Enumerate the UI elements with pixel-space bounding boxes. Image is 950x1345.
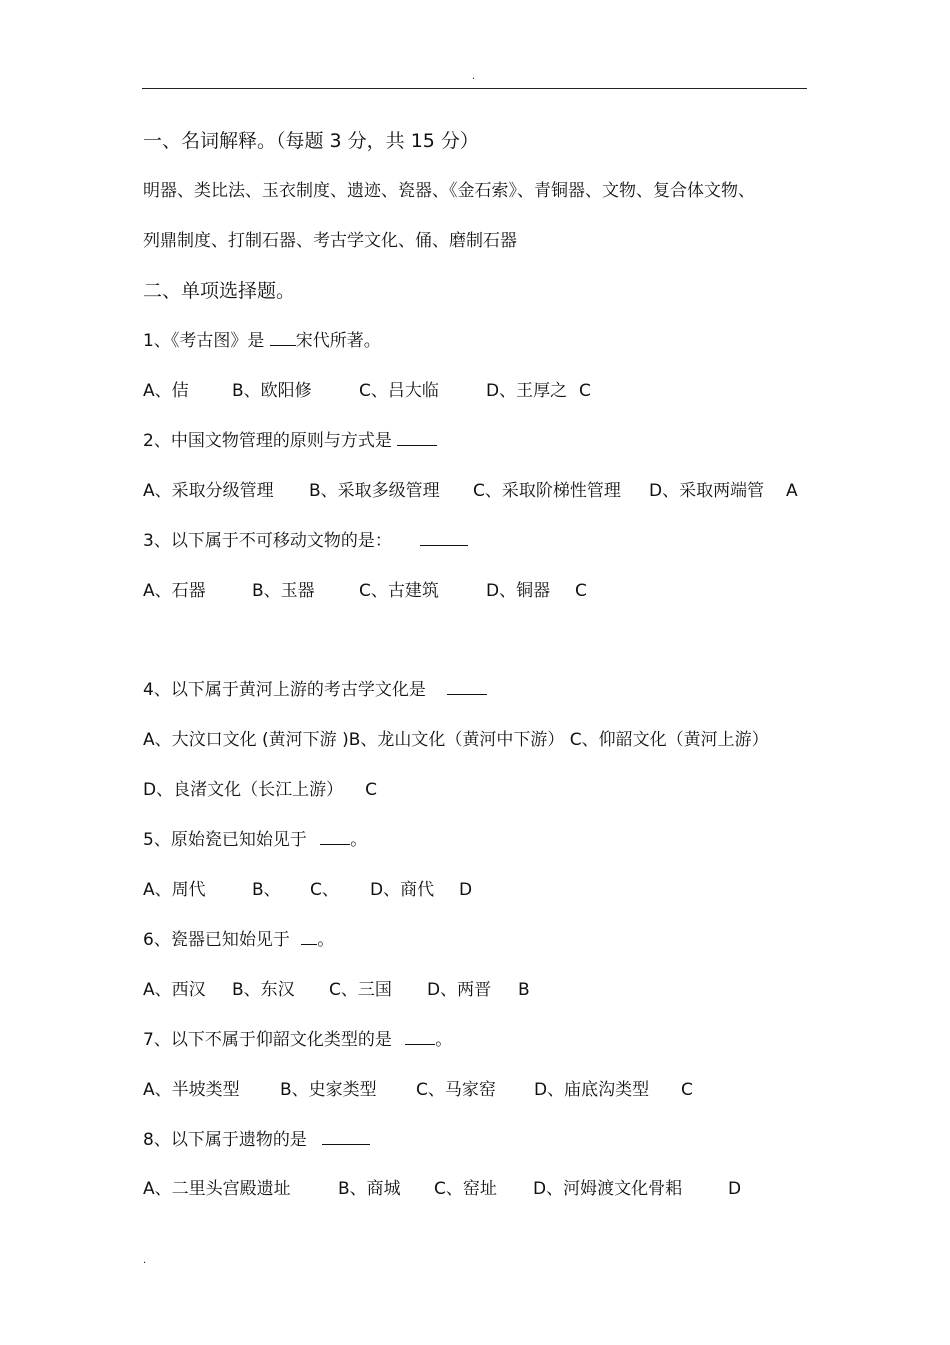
question-stem-suffix: 。	[317, 930, 335, 950]
option-a: A、西汉	[143, 980, 206, 1000]
answer-blank	[270, 329, 296, 346]
question-stem-text: 3、以下属于不可移动文物的是：	[143, 531, 392, 551]
answer-key: C	[575, 581, 587, 601]
option-d: D、商代	[370, 880, 435, 900]
answer-blank	[301, 928, 317, 945]
option-b: B、玉器	[252, 581, 315, 601]
option-c: C、	[310, 880, 339, 900]
option-c: C、窑址	[434, 1179, 497, 1199]
question-stem-text: 7、以下不属于仰韶文化类型的是	[143, 1030, 398, 1050]
option-b: B、采取多级管理	[309, 481, 440, 501]
answer-blank	[405, 1028, 435, 1045]
terms-line-2: 列鼎制度、打制石器、考古学文化、俑、磨制石器	[143, 231, 517, 251]
option-c: C、吕大临	[359, 381, 439, 401]
option-b: B、欧阳修	[232, 381, 312, 401]
option-b: B、商城	[338, 1179, 401, 1199]
answer-key: C	[579, 381, 591, 401]
footer-dot: .	[143, 1255, 147, 1266]
option-a: A、石器	[143, 581, 206, 601]
option-a: A、半坡类型	[143, 1080, 240, 1100]
option-d: D、两晋	[427, 980, 492, 1000]
option-b: B、	[252, 880, 281, 900]
answer-blank	[420, 529, 468, 546]
section2-heading: 二、单项选择题。	[143, 280, 296, 302]
option-c: C、古建筑	[359, 581, 439, 601]
question-7-stem	[143, 1028, 452, 1052]
option-a: A、周代	[143, 880, 206, 900]
answer-key: B	[518, 980, 530, 1000]
option-d: D、王厚之	[486, 381, 568, 401]
question-1-stem	[143, 329, 381, 353]
question-stem-suffix: 宋代所著。	[295, 331, 381, 351]
question-6-stem	[143, 928, 334, 952]
answer-blank	[322, 1128, 370, 1145]
option-a: A、二里头宫殿遗址	[143, 1179, 291, 1199]
answer-key: C	[365, 780, 377, 800]
question-4-options-line-2	[143, 778, 377, 802]
question-stem-text: 2、中国文物管理的原则与方式是	[143, 431, 398, 451]
question-8-stem	[143, 1128, 370, 1152]
question-stem-text: 6、瓷器已知始见于	[143, 930, 296, 950]
question-stem-suffix: 。	[350, 830, 368, 850]
question-4-options-line-1: A、大汶口文化 (黄河下游 )B、龙山文化（黄河中下游） C、仰韶文化（黄河上游）	[143, 730, 769, 750]
option-b: B、史家类型	[280, 1080, 377, 1100]
option-c: C、马家窑	[416, 1080, 496, 1100]
header-dot: .	[472, 71, 476, 82]
question-4-stem	[143, 678, 487, 702]
question-stem-text: 1、《考古图》是	[143, 331, 270, 351]
option-d: D、河姆渡文化骨耜	[533, 1179, 683, 1199]
section1-heading: 一、名词解释。（每题 3 分，共 15 分）	[143, 130, 479, 152]
answer-key: D	[459, 880, 473, 900]
option-c: C、采取阶梯性管理	[473, 481, 621, 501]
option-d: D、采取两端管	[649, 481, 765, 501]
answer-key: D	[728, 1179, 742, 1199]
question-3-stem	[143, 529, 468, 553]
question-2-stem	[143, 429, 437, 453]
option-b: B、东汉	[232, 980, 295, 1000]
question-stem-text: 5、原始瓷已知始见于	[143, 830, 313, 850]
option-a: A、采取分级管理	[143, 481, 274, 501]
question-stem-suffix: 。	[435, 1030, 453, 1050]
option-c: C、三国	[329, 980, 392, 1000]
answer-blank	[320, 828, 350, 845]
answer-key: C	[681, 1080, 693, 1100]
question-stem-text: 4、以下属于黄河上游的考古学文化是	[143, 680, 432, 700]
option-d: D、良渚文化（长江上游）	[143, 780, 344, 800]
terms-line-1: 明器、类比法、玉衣制度、遗迹、瓷器、《金石索》、青铜器、文物、复合体文物、	[143, 181, 755, 201]
option-d: D、铜器	[486, 581, 551, 601]
answer-blank	[447, 678, 487, 695]
question-5-stem	[143, 828, 367, 852]
option-a: A、佶	[143, 381, 189, 401]
answer-blank	[397, 429, 437, 446]
option-d: D、庙底沟类型	[534, 1080, 650, 1100]
answer-key: A	[786, 481, 798, 501]
question-stem-text: 8、以下属于遗物的是	[143, 1130, 313, 1150]
header-rule	[142, 88, 807, 89]
